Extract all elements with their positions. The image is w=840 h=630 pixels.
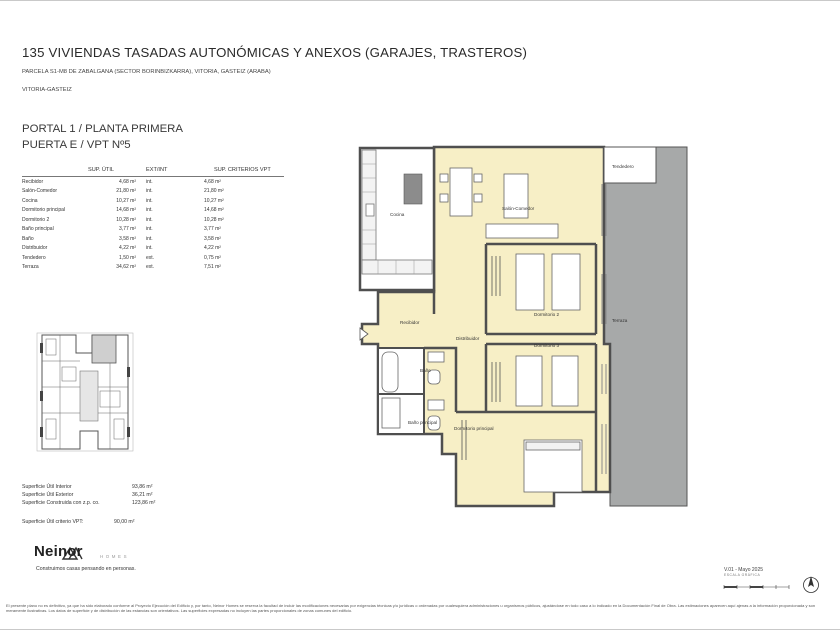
room-name: Cocina (22, 197, 38, 204)
area-row (22, 206, 284, 216)
ext-int: int. (146, 207, 153, 214)
area-row (22, 187, 284, 197)
useful-area: 10,27 m² (116, 197, 136, 204)
col-header-ext-int: EXT/INT (146, 167, 190, 177)
label-cocina: Cocina (390, 212, 405, 217)
ext-int: ext. (146, 264, 155, 271)
room-name: Salón-Comedor (22, 188, 58, 195)
summary-built-label: Superficie Construida con z.p. co. (22, 500, 100, 506)
room-name: Baño principal (22, 226, 54, 233)
project-city: VITORIA-GASTEIZ (22, 87, 72, 93)
col-header-vpt: SUP. CRITERIOS VPT (190, 167, 284, 177)
area-table (22, 167, 284, 272)
summary-exterior-label: Superficie Útil Exterior (22, 492, 74, 498)
area-row (22, 244, 284, 254)
vpt-area: 3,77 m² (204, 226, 221, 233)
vpt-area: 4,68 m² (204, 178, 221, 185)
version-label: V.01 - Mayo 2025 (724, 567, 764, 573)
summary-vpt-value: 90,00 m² (114, 519, 135, 525)
col-header-useful: SUP. ÚTIL (22, 167, 146, 177)
ext-int: int. (146, 188, 153, 195)
label-terraza: Terraza (612, 318, 628, 323)
north-arrow-icon (804, 576, 819, 593)
disclaimer-text: El presente plano no es definitivo, ya que ha sido elaborado conforme al Proyecto Ejecución del Edificio y, por tanto, Neinor Homes se reserva la facultad de incluir las modificaciones necesarias por exigencias técnicas y/o jurídicas o ordenadas por cualesquiera administraciones u organismos públicos, ajustándose en todo caso a lo indicado en la Documentación Final de Obra. Las estimaciones aparecen aquí ajenas a la información proporcionada y son meramente ilustrativas. Los datos de superficie y de distribución de las estancias son orientativos. Las superficies expresadas no incluyen las partes proporcionales de zonas comunes del edificio. (6, 603, 816, 613)
room-name: Dormitorio principal (22, 207, 66, 214)
project-address: PARCELA S1-M8 DE ZABALGANA (SECTOR BORINBIZKARRA), VITORIA, GASTEIZ (ARABA) (22, 69, 271, 75)
terrace-area (604, 147, 687, 506)
label-bano: Baño (420, 368, 431, 373)
unit-door-heading: PUERTA E / VPT Nº5 (22, 139, 131, 151)
useful-area: 1,50 m² (119, 254, 136, 261)
vpt-area: 14,68 m² (204, 207, 224, 214)
label-bano-principal: Baño principal (408, 420, 438, 425)
area-row (22, 263, 284, 273)
vpt-area: 10,28 m² (204, 216, 224, 223)
scale-caption: ESCALA GRÁFICA (724, 573, 761, 577)
useful-area: 10,28 m² (116, 216, 136, 223)
brand-name: Neinor (34, 543, 83, 560)
vpt-area: 10,27 m² (204, 197, 224, 204)
ext-int: int. (146, 178, 153, 185)
vpt-area: 3,58 m² (204, 235, 221, 242)
vpt-area: 4,22 m² (204, 245, 221, 252)
ext-int: int. (146, 226, 153, 233)
project-title: 135 VIVIENDAS TASADAS AUTONÓMICAS Y ANEXOS (GARAJES, TRASTEROS) (22, 45, 528, 60)
useful-area: 4,22 m² (119, 245, 136, 252)
room-name: Tendedero (22, 254, 46, 261)
vpt-area: 0,75 m² (204, 254, 221, 261)
floor-plan (356, 144, 688, 508)
summary-interior-value: 93,86 m² (132, 484, 153, 490)
area-row (22, 215, 284, 225)
ext-int: int. (146, 216, 153, 223)
room-name: Distribuidor (22, 245, 48, 252)
ext-int: ext. (146, 254, 155, 261)
label-dormitorio-principal: Dormitorio principal (454, 426, 494, 431)
ext-int: int. (146, 197, 153, 204)
label-dormitorio3: Dormitorio 3 (534, 343, 560, 348)
useful-area: 3,58 m² (119, 235, 136, 242)
useful-area: 3,77 m² (119, 226, 136, 233)
label-distribuidor: Distribuidor (456, 336, 480, 341)
label-recibidor: Recibidor (400, 320, 420, 325)
room-name: Terraza (22, 264, 39, 271)
ext-int: int. (146, 245, 153, 252)
unit-floor-heading: PORTAL 1 / PLANTA PRIMERA (22, 123, 183, 135)
summary-built-value: 123,86 m² (132, 500, 156, 506)
useful-area: 34,62 m² (116, 264, 136, 271)
area-row (22, 234, 284, 244)
brand-sub: HOMES (100, 554, 130, 559)
useful-area: 21,80 m² (116, 188, 136, 195)
useful-area: 4,68 m² (119, 178, 136, 185)
room-name: Recibidor (22, 178, 44, 185)
area-table-header (22, 167, 284, 177)
room-name: Baño (22, 235, 34, 242)
label-tendedero: Tendedero (612, 164, 634, 169)
useful-area: 14,68 m² (116, 207, 136, 214)
summary-interior-label: Superficie Útil Interior (22, 484, 72, 490)
area-row (22, 225, 284, 235)
summary-exterior-value: 36,21 m² (132, 492, 153, 498)
label-salon: Salón-Comedor (502, 206, 535, 211)
area-row (22, 253, 284, 263)
vpt-area: 21,80 m² (204, 188, 224, 195)
key-plan (36, 331, 142, 455)
label-dormitorio2: Dormitorio 2 (534, 312, 560, 317)
ext-int: int. (146, 235, 153, 242)
summary-vpt-label: Superficie Útil criterio VPT: (22, 519, 84, 525)
area-row (22, 196, 284, 206)
area-table-body (22, 177, 284, 273)
room-name: Dormitorio 2 (22, 216, 50, 223)
area-row (22, 177, 284, 187)
brand-tagline: Construimos casas pensando en personas. (36, 566, 136, 572)
vpt-area: 7,51 m² (204, 264, 221, 271)
